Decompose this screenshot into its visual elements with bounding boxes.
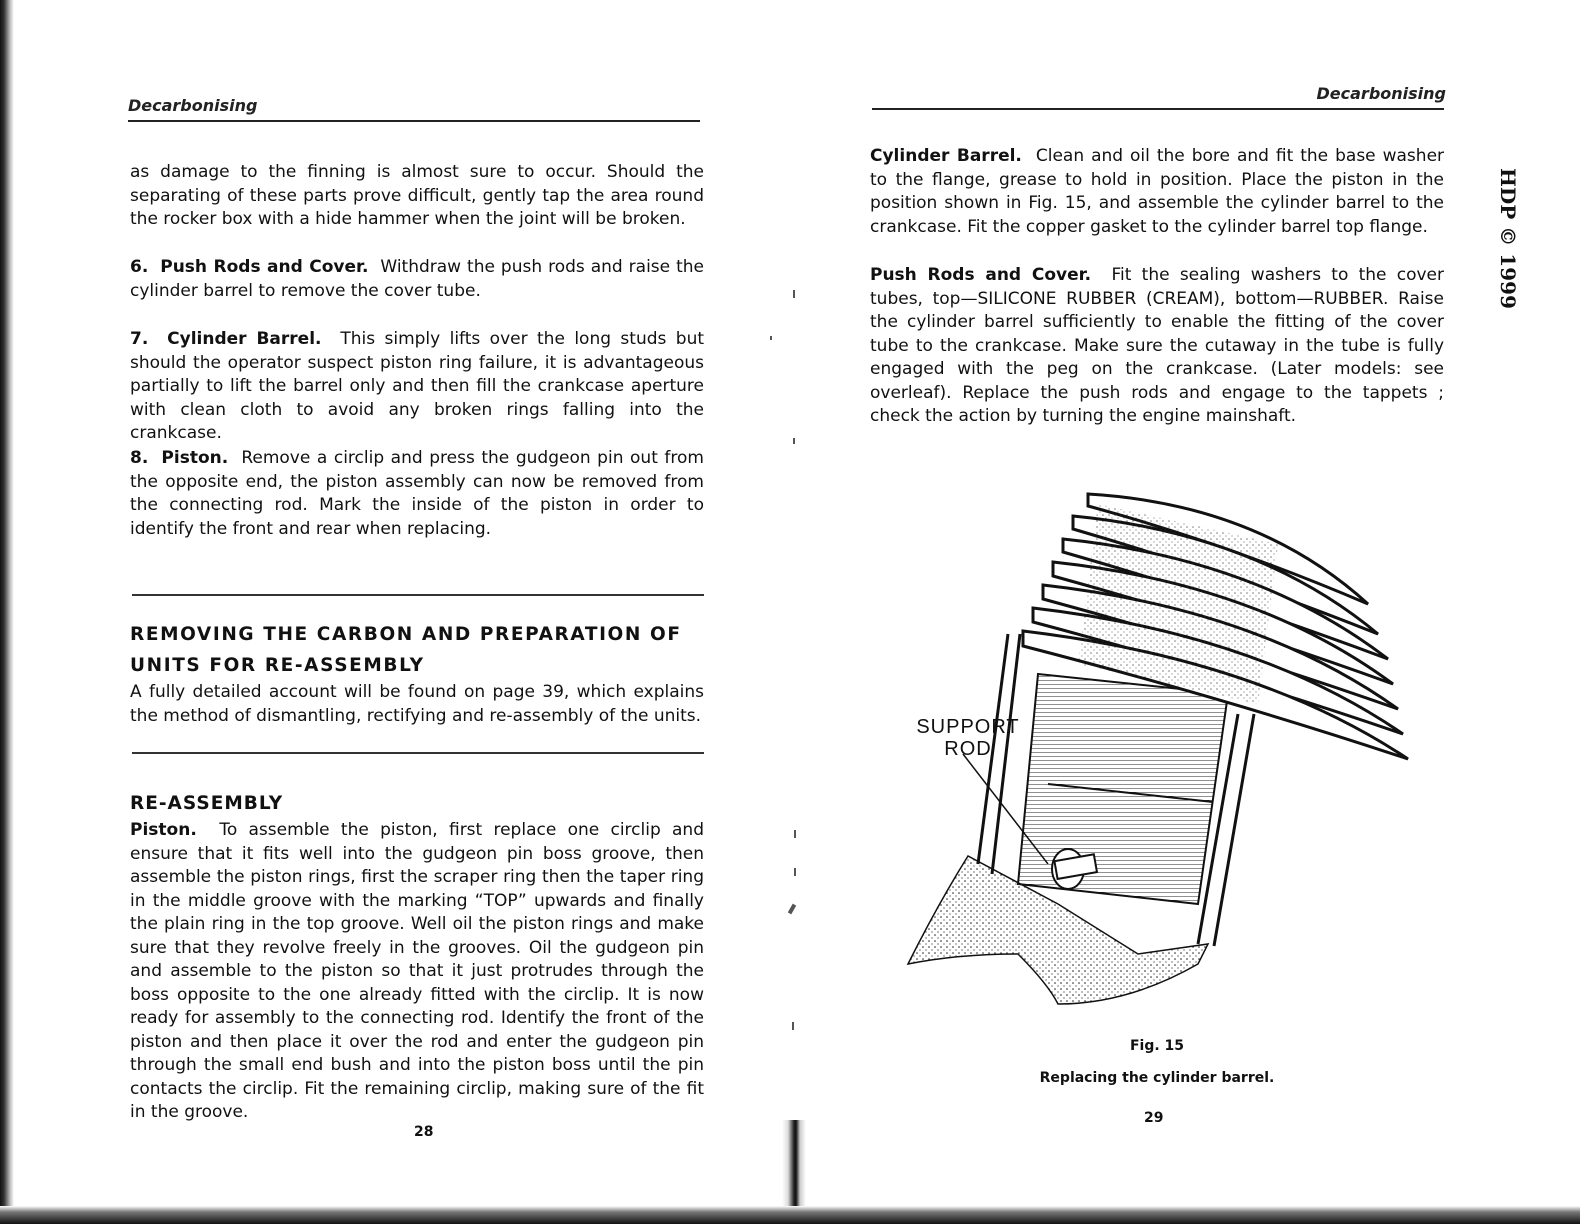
section-heading: RE-ASSEMBLY xyxy=(130,793,284,814)
item-number: 7. xyxy=(130,329,149,349)
item-text: This simply lifts over the long studs but should the operator suspect piston ring failure, it is advantageous partially to lift the barrel only and then fill the crankcase aperture with clean cloth to avoid any broken rings falling into the crankcase. xyxy=(130,329,705,443)
support-rod-label xyxy=(908,716,1028,760)
item-6 xyxy=(130,256,704,303)
heading-line-1: REMOVING THE CARBON AND PREPARATION OF xyxy=(130,624,682,645)
figure-caption: Replacing the cylinder barrel. xyxy=(1039,1070,1275,1086)
item-7 xyxy=(130,328,704,446)
header-rule xyxy=(872,108,1444,110)
para-text: Fit the sealing washers to the cover tubes, top—SILICONE RUBBER (CREAM), bottom—RUBBER. Raise the cylinder barrel sufficiently to enable the fitting of the cover tube to the crankcase. Make sure the cutaway in the tube is fully engaged with the peg on the crankcase. (Later models: see overleaf). Replace the push rods and engage to the tappets ; check the action by turning the engine mainshaft. xyxy=(870,265,1444,426)
book-edge-left xyxy=(0,0,14,1224)
item-text: Remove a circlip and press the gudgeon pin out from the opposite end, the piston assembly can now be removed from the connecting rod. Mark the inside of the piston in order to identify the front and rear when replacing. xyxy=(130,448,704,539)
para-text: Clean and oil the bore and fit the base washer to the flange, grease to hold in position. Place the piston in the position shown in Fig. 15, and assemble the cylinder barrel to the crankcase. Fit the copper gasket to the cylinder barrel top flange. xyxy=(870,146,1445,237)
para-push-rods xyxy=(870,264,1444,429)
item-text: Withdraw the push rods and raise the cylinder barrel to remove the cover tube. xyxy=(130,257,704,301)
section-text: A fully detailed account will be found on page 39, which explains the method of dismantling, rectifying and re-assembly of the units. xyxy=(130,682,704,726)
continuation-paragraph xyxy=(130,161,704,232)
page-number: 28 xyxy=(414,1124,434,1140)
sub-heading: Piston. xyxy=(130,820,197,840)
section-rule xyxy=(132,752,704,754)
running-head: Decarbonising xyxy=(128,96,258,115)
item-title: Piston. xyxy=(161,448,229,468)
section-rule xyxy=(132,594,704,596)
section-heading xyxy=(130,619,704,681)
left-page xyxy=(128,0,706,1200)
right-page xyxy=(868,0,1446,1200)
figure-cylinder-barrel xyxy=(898,484,1418,1014)
book-edge-bottom xyxy=(0,1206,1580,1224)
copyright-text: HDP © 1999 xyxy=(1496,168,1520,309)
continuation-text: as damage to the finning is almost sure to occur. Should the separating of these parts prove difficult, gently tap the area round the rocker box with a hide hammer when the joint will be broken. xyxy=(130,162,704,229)
figure-number: Fig. 15 xyxy=(1129,1038,1185,1054)
section-reassembly xyxy=(130,788,704,1125)
para-cylinder-barrel xyxy=(870,145,1444,239)
item-title: Cylinder Barrel. xyxy=(167,329,322,349)
para-title: Cylinder Barrel. xyxy=(870,146,1022,166)
item-number: 8. xyxy=(130,448,149,468)
label-line-2: ROD xyxy=(944,738,992,760)
section-text: To assemble the piston, first replace one circlip and ensure that it fits well into the gudgeon pin boss groove, then assemble the piston rings, first the scraper ring then the taper ring in the middle groove with the marking “TOP” upwards and finally the plain ring in the top groove. Well oil the piston rings and make sure that they revolve freely in the grooves. Oil the gudgeon pin and assemble to the piston so that it just protrudes through the boss opposite to the one already fitted with the circlip. It is now ready for assembly to the connecting rod. Identify the front of the piston and then place it over the rod and enter the gudgeon pin through the small end bush and into the piston boss until the pin contacts the circlip. Fit the remaining circlip, making sure of the fit in the groove. xyxy=(130,820,705,1122)
running-head: Decarbonising xyxy=(1316,84,1446,103)
section-removing-carbon xyxy=(130,619,704,728)
item-8 xyxy=(130,447,704,541)
para-title: Push Rods and Cover. xyxy=(870,265,1092,285)
page-number: 29 xyxy=(1144,1110,1164,1126)
item-number: 6. xyxy=(130,257,149,277)
item-title: Push Rods and Cover. xyxy=(160,257,369,277)
copyright-stamp xyxy=(1488,168,1528,309)
gutter-mask xyxy=(782,0,806,1120)
header-rule xyxy=(128,120,700,122)
heading-line-2: UNITS FOR RE-ASSEMBLY xyxy=(130,655,425,676)
label-line-1: SUPPORT xyxy=(916,716,1020,738)
